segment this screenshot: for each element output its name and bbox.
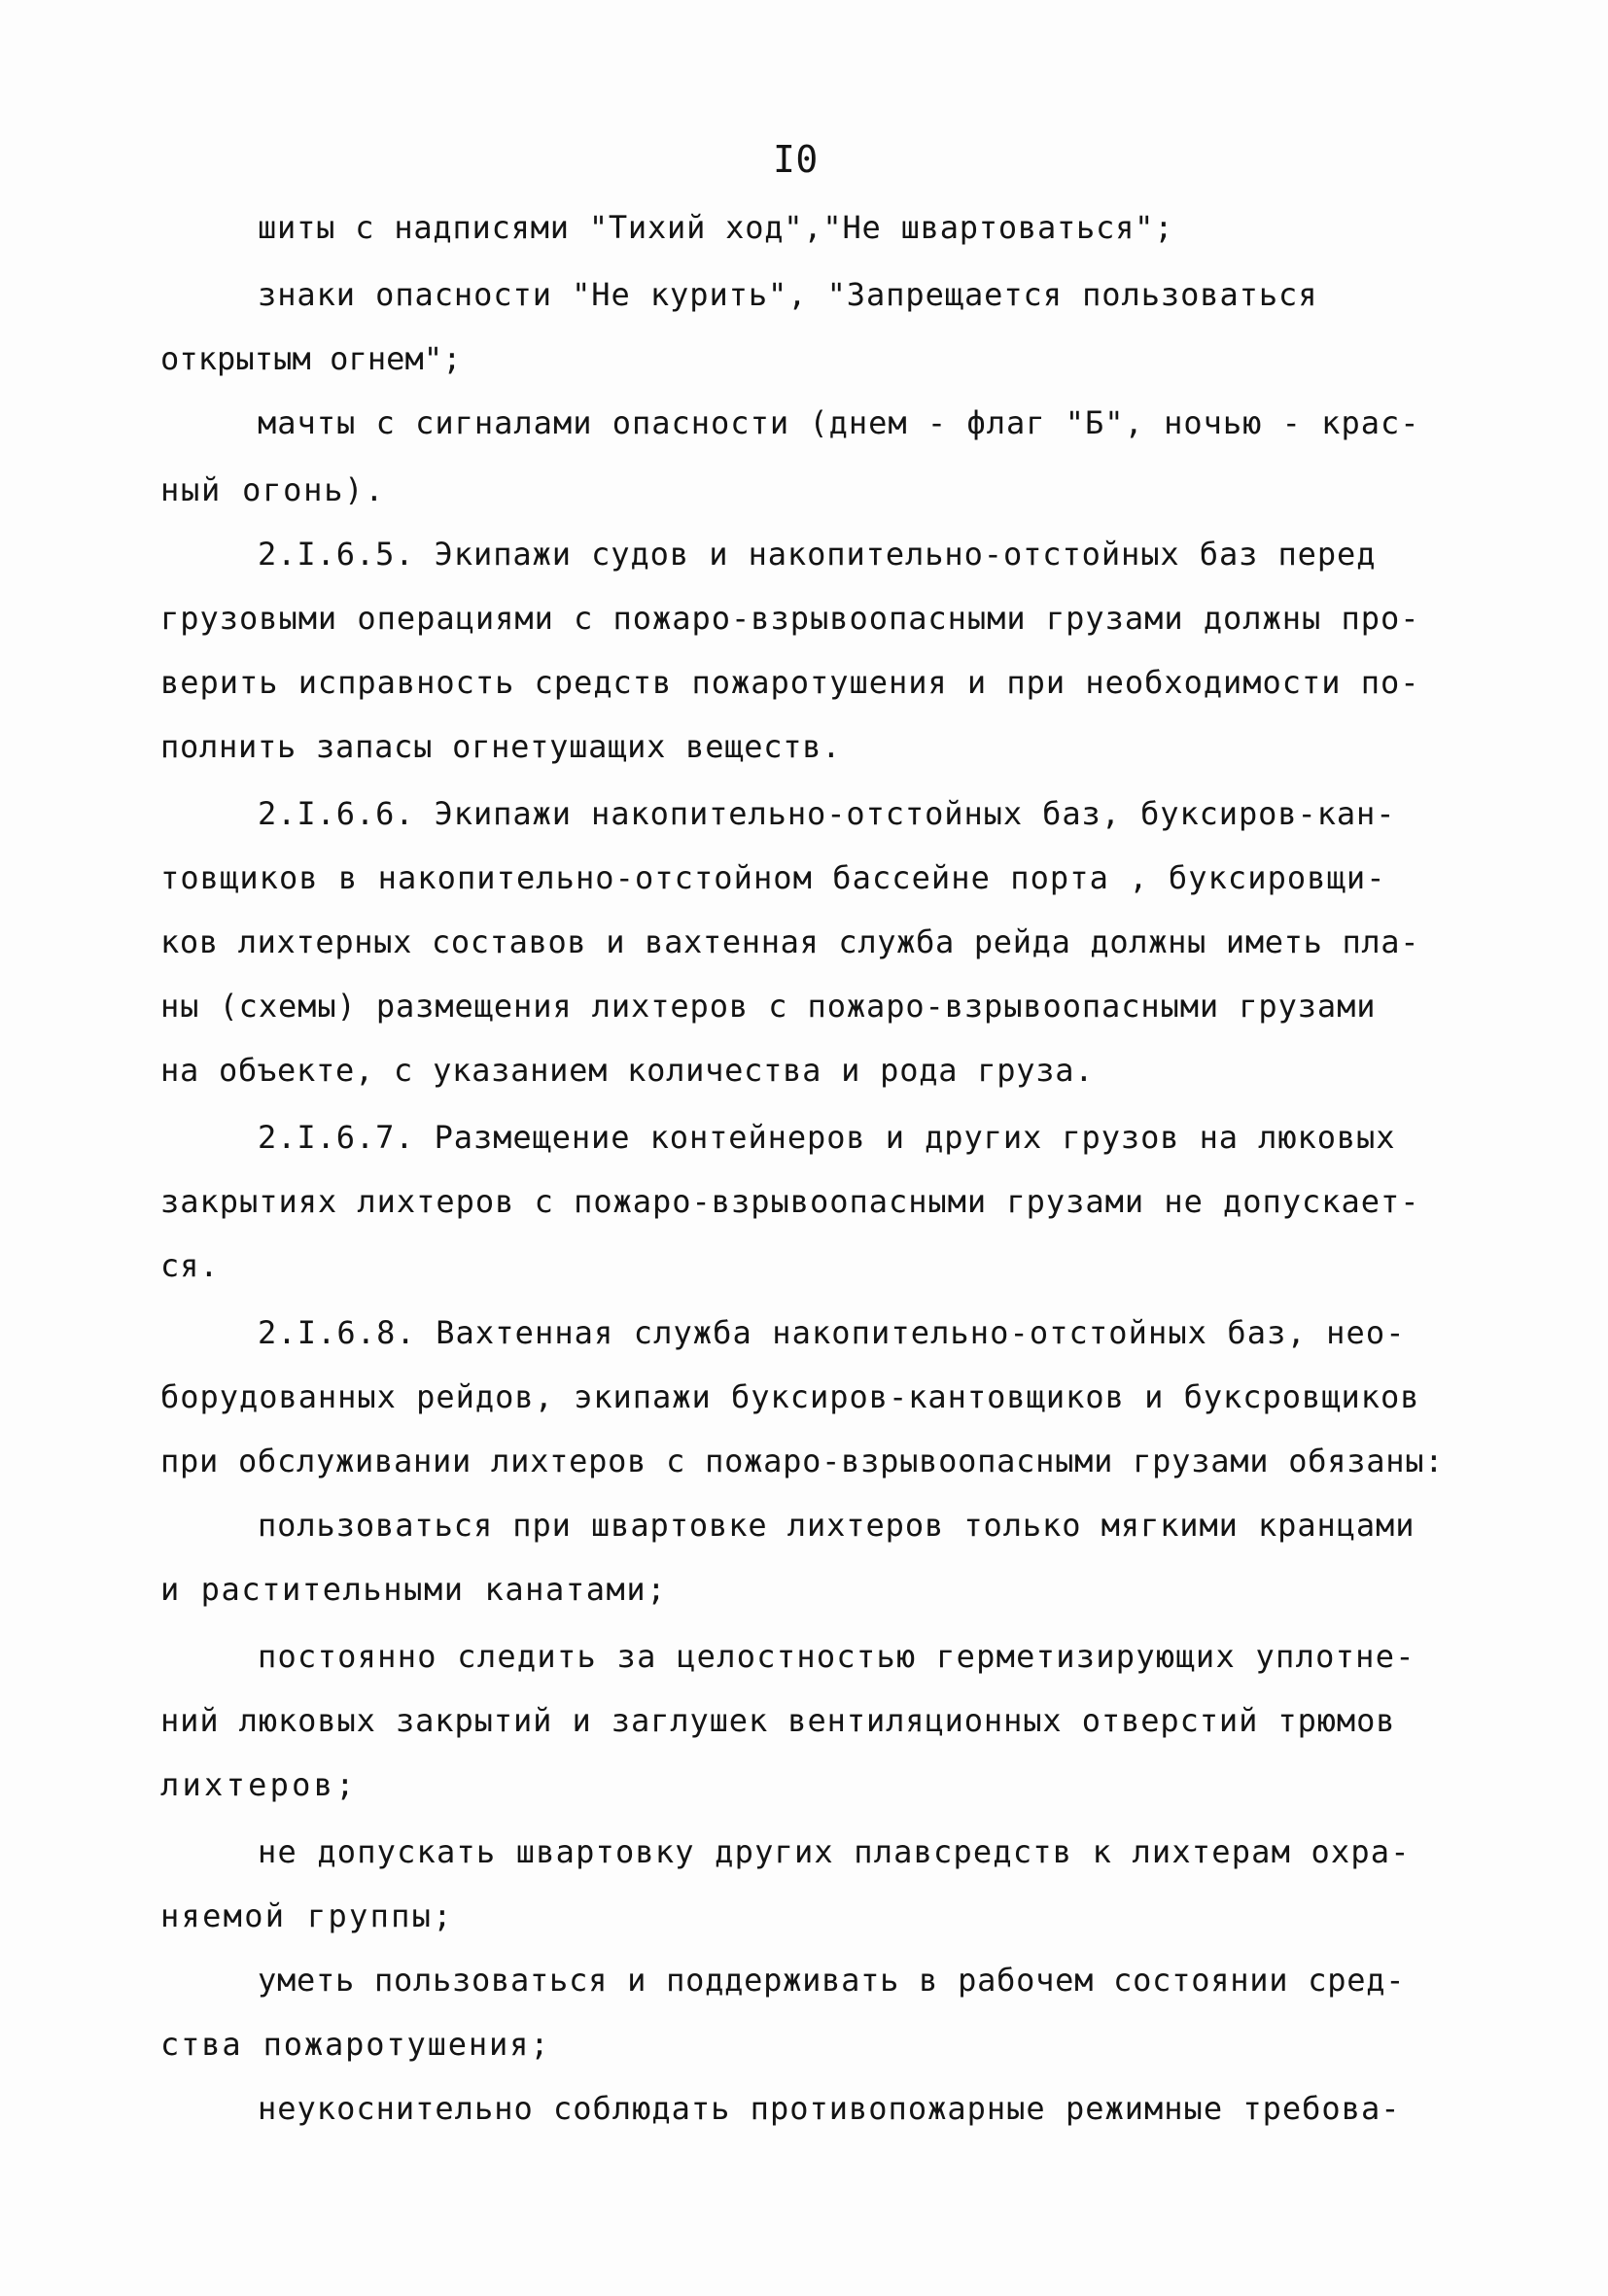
text-line: не допускать швартовку других плавсредств к лихтерам охра- [258, 1833, 1411, 1870]
text-line: полнить запасы огнетушащих веществ. [160, 728, 842, 765]
text-line: 2.I.6.8. Вахтенная служба накопительно-отстойных баз, нео- [258, 1314, 1406, 1351]
text-line: неукоснительно соблюдать противопожарные режимные требова- [258, 2090, 1401, 2127]
text-line: няемой группы; [160, 1897, 454, 1934]
page-number: I0 [773, 138, 819, 181]
text-line: постоянно следить за целостностью герметизирующих уплотне- [258, 1638, 1416, 1675]
text-line: грузовыми операциями с пожаро-взрывоопасными грузами должны про- [160, 600, 1420, 637]
text-line: борудованных рейдов, экипажи буксиров-кантовщиков и буксровщиков [160, 1378, 1420, 1415]
text-line: шиты с надписями "Тихий ход","Не швартоваться"; [258, 209, 1174, 246]
text-line: мачты с сигналами опасности (днем - флаг "Б", ночью - крас- [258, 404, 1420, 441]
text-line: при обслуживании лихтеров с пожаро-взрывоопасными грузами обязаны: [160, 1443, 1445, 1479]
text-line: знаки опасности "Не курить", "Запрещается пользоваться [258, 276, 1318, 313]
text-line: 2.I.6.5. Экипажи судов и накопительно-отстойных баз перед [258, 536, 1377, 573]
text-line: ков лихтерных составов и вахтенная служба рейда должны иметь пла- [160, 923, 1420, 960]
text-line: уметь пользоваться и поддерживать в рабочем состоянии сред- [258, 1962, 1406, 1999]
text-line: пользоваться при швартовке лихтеров только мягкими кранцами [258, 1507, 1416, 1544]
text-line: закрытиях лихтеров с пожаро-взрывоопасными грузами не допускает- [160, 1183, 1420, 1220]
text-line: 2.I.6.6. Экипажи накопительно-отстойных баз, буксиров-кан- [258, 795, 1396, 832]
text-line: ний люковых закрытий и заглушек вентиляционных отверстий трюмов [160, 1702, 1396, 1739]
text-line: товщиков в накопительно-отстойном бассейне порта , буксировщи- [160, 859, 1386, 896]
text-line: и растительными канатами; [160, 1571, 668, 1608]
text-line: верить исправность средств пожаротушения и при необходимости по- [160, 664, 1420, 701]
text-line: 2.I.6.7. Размещение контейнеров и других грузов на люковых [258, 1119, 1396, 1156]
text-line: на объекте, с указанием количества и рода груза. [160, 1052, 1095, 1089]
text-line: ся. [160, 1247, 220, 1284]
text-line: ный огонь). [160, 471, 386, 508]
text-line: ства пожаротушения; [160, 2026, 551, 2063]
text-line: лихтеров; [160, 1766, 358, 1803]
text-line: ны (схемы) размещения лихтеров с пожаро-взрывоопасными грузами [160, 988, 1377, 1025]
text-line: открытым огнем"; [160, 340, 462, 377]
